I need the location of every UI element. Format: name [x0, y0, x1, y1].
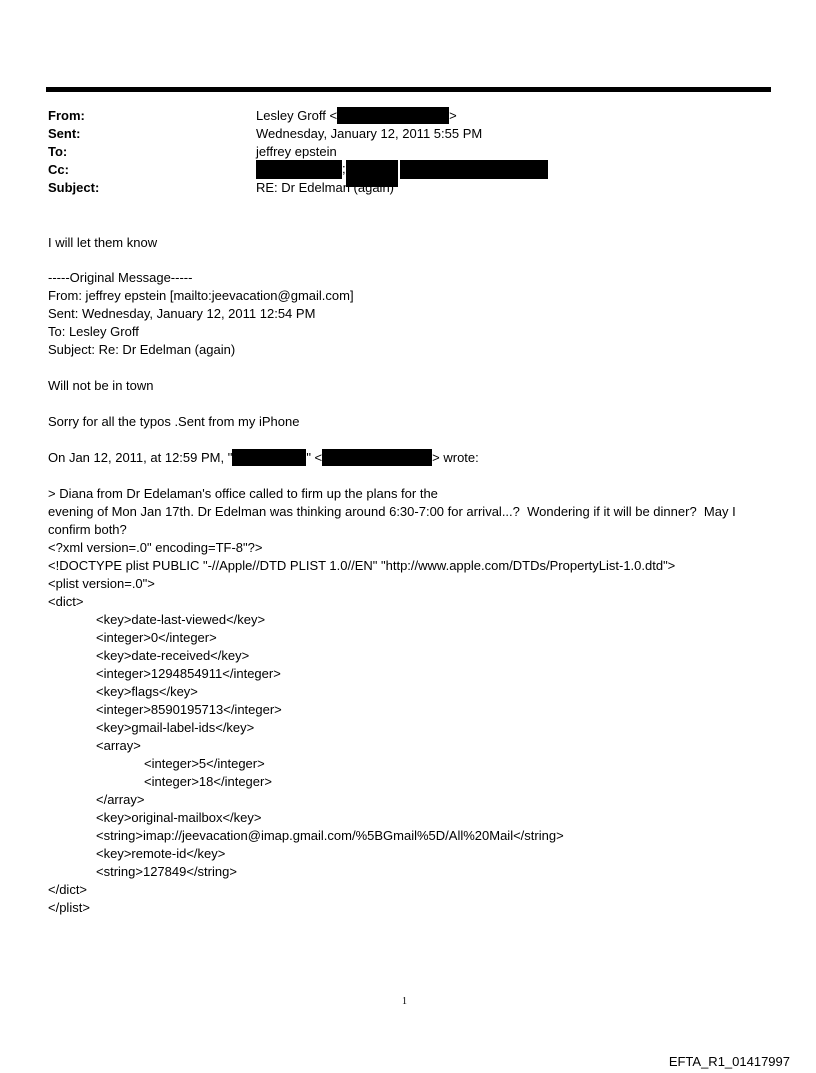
header-rule [46, 87, 771, 92]
from-close: > [449, 108, 457, 123]
redaction-block [322, 449, 432, 466]
subject-value: RE: Dr Edelman (again) [256, 180, 394, 195]
document-id: EFTA_R1_01417997 [668, 1054, 790, 1069]
original-separator: -----Original Message----- [48, 270, 193, 285]
subject-label: Subject: [48, 180, 100, 195]
plist-doctype: <!DOCTYPE plist PUBLIC "-//Apple//DTD PLIST 1.0//EN" "http://www.apple.com/DTDs/PropertyList-1.0.dtd"> [48, 558, 676, 573]
plist-entry: <integer>1294854911</integer> [96, 666, 281, 681]
plist-entry: <key>flags</key> [96, 684, 198, 699]
plist-entry: <array> [96, 738, 141, 753]
plist-entry: <string>imap://jeevacation@imap.gmail.com/%5BGmail%5D/All%20Mail</string> [96, 828, 564, 843]
original-from: From: jeffrey epstein [mailto:jeevacation@gmail.com] [48, 288, 354, 303]
redaction-block [232, 449, 306, 466]
redaction-block [400, 160, 548, 179]
reply-text: I will let them know [48, 235, 158, 250]
dict-open: <dict> [48, 594, 84, 609]
wrote-mid: " < [306, 450, 323, 465]
from-value [256, 107, 457, 125]
to-label: To: [48, 144, 68, 159]
plist-xml-decl: <?xml version=.0" encoding=TF-8"?> [48, 540, 263, 555]
plist-array-item: <integer>5</integer> [144, 756, 265, 771]
from-name: Lesley Groff < [256, 108, 338, 123]
wrote-suffix: > wrote: [432, 450, 479, 465]
quoted-line: evening of Mon Jan 17th. Dr Edelman was thinking around 6:30-7:00 for arrival...? Wondering if it will be dinner? May I [48, 504, 736, 519]
wrote-prefix: On Jan 12, 2011, at 12:59 PM, " [48, 450, 233, 465]
plist-entry: <key>original-mailbox</key> [96, 810, 262, 825]
plist-entry: <key>remote-id</key> [96, 846, 226, 861]
sent-value: Wednesday, January 12, 2011 5:55 PM [256, 126, 483, 141]
plist-entry: <key>date-received</key> [96, 648, 250, 663]
sent-label: Sent: [48, 126, 81, 141]
original-sent: Sent: Wednesday, January 12, 2011 12:54 PM [48, 306, 316, 321]
original-to: To: Lesley Groff [48, 324, 139, 339]
redaction-block [256, 160, 342, 179]
dict-close: </dict> [48, 882, 88, 897]
plist-entry: <string>127849</string> [96, 864, 237, 879]
plist-open: <plist version=.0"> [48, 576, 155, 591]
to-value: jeffrey epstein [256, 144, 337, 159]
redaction-block [337, 107, 449, 124]
cc-label: Cc: [48, 162, 69, 177]
page-number: 1 [402, 996, 407, 1007]
original-subject: Subject: Re: Dr Edelman (again) [48, 342, 236, 357]
wrote-line [48, 449, 479, 467]
plist-array-item: <integer>18</integer> [144, 774, 272, 789]
quoted-line: confirm both? [48, 522, 127, 537]
plist-entry: </array> [96, 792, 145, 807]
from-label: From: [48, 108, 85, 123]
plist-entry: <key>gmail-label-ids</key> [96, 720, 255, 735]
body-line: Will not be in town [48, 378, 154, 393]
body-line: Sorry for all the typos .Sent from my iPhone [48, 414, 300, 429]
plist-close: </plist> [48, 900, 90, 915]
quoted-line: > Diana from Dr Edelaman's office called to firm up the plans for the [48, 486, 438, 501]
plist-entry: <integer>0</integer> [96, 630, 217, 645]
plist-entry: <key>date-last-viewed</key> [96, 612, 266, 627]
cc-separator: ; [342, 161, 346, 176]
plist-entry: <integer>8590195713</integer> [96, 702, 282, 717]
